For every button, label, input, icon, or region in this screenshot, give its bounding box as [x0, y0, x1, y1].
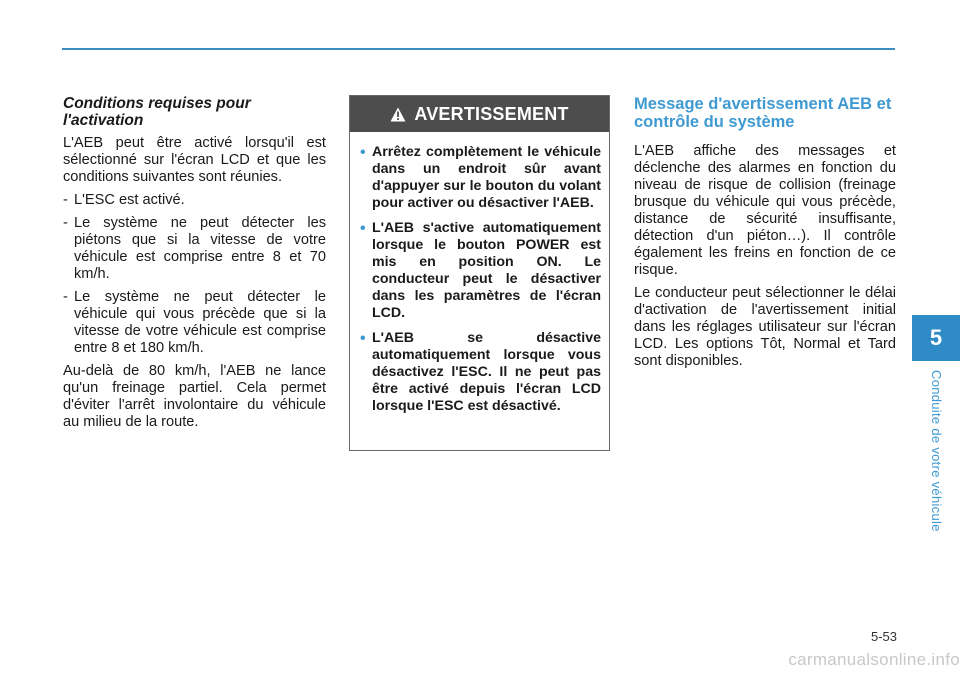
warning-list	[350, 132, 609, 415]
bullet-icon: •	[360, 144, 366, 161]
system-paragraph-1: L'AEB affiche des messages et déclenche des alarmes en fonction du niveau de risque de collision (freinage brusque du véhicule qui vous précède, distance de sécurité insuffisante, détection d'un piéton…). Il contrôle également les freins en fonction de ce risque.	[634, 143, 896, 278]
warning-item: • L'AEB s'active automatiquement lorsque le bouton POWER est mis en position ON. Le conducteur peut le désactiver dans les paramètres de l'écran LCD.	[360, 220, 601, 321]
condition-item: - L'ESC est activé.	[63, 192, 185, 208]
condition-item: - Le système ne peut détecter les piétons que si la vitesse de votre véhicule est comprise entre 8 et 70 km/h.	[63, 215, 326, 282]
condition-list	[63, 192, 326, 357]
condition-item: - Le système ne peut détecter le véhicule qui vous précède que si la vitesse de votre véhicule est comprise entre 8 et 180 km/h.	[63, 289, 326, 356]
watermark: carmanualsonline.info	[788, 650, 960, 669]
right-column	[634, 95, 896, 376]
system-paragraph-2: Le conducteur peut sélectionner le délai d'activation de l'avertissement initial dans les réglages utilisateur sur l'écran LCD. Les options Tôt, Normal et Tard sont disponibles.	[634, 285, 896, 369]
warning-item: • L'AEB se désactive automatiquement lorsque vous désactivez l'ESC. Il ne peut pas être activé depuis l'écran LCD lorsque l'ESC est désactivé.	[360, 330, 601, 414]
top-rule	[62, 48, 895, 50]
activation-subheading: Conditions requises pour l'activation	[63, 95, 251, 129]
chapter-label: Conduite de votre véhicule	[929, 370, 944, 532]
warning-header	[350, 96, 609, 132]
activation-closing: Au-delà de 80 km/h, l'AEB ne lance qu'un freinage partiel. Cela permet d'éviter l'arrêt involontaire du véhicule au milieu de la route.	[63, 363, 326, 430]
warning-title: AVERTISSEMENT	[414, 103, 569, 124]
chapter-tab: 5	[912, 315, 960, 361]
left-column	[63, 95, 326, 437]
warning-item: • Arrêtez complètement le véhicule dans un endroit sûr avant d'appuyer sur le bouton du volant pour activer ou désactiver l'AEB.	[360, 144, 601, 211]
bullet-icon: •	[360, 330, 366, 347]
activation-intro: L'AEB peut être activé lorsqu'il est sélectionné sur l'écran LCD et que les conditions suivantes sont réunies.	[63, 135, 326, 185]
warning-triangle-icon	[390, 107, 406, 122]
warning-box	[349, 95, 610, 451]
bullet-icon: •	[360, 220, 366, 237]
section-title: Message d'avertissement AEB et contrôle du système	[634, 95, 892, 131]
page-number: 5-53	[870, 629, 897, 644]
